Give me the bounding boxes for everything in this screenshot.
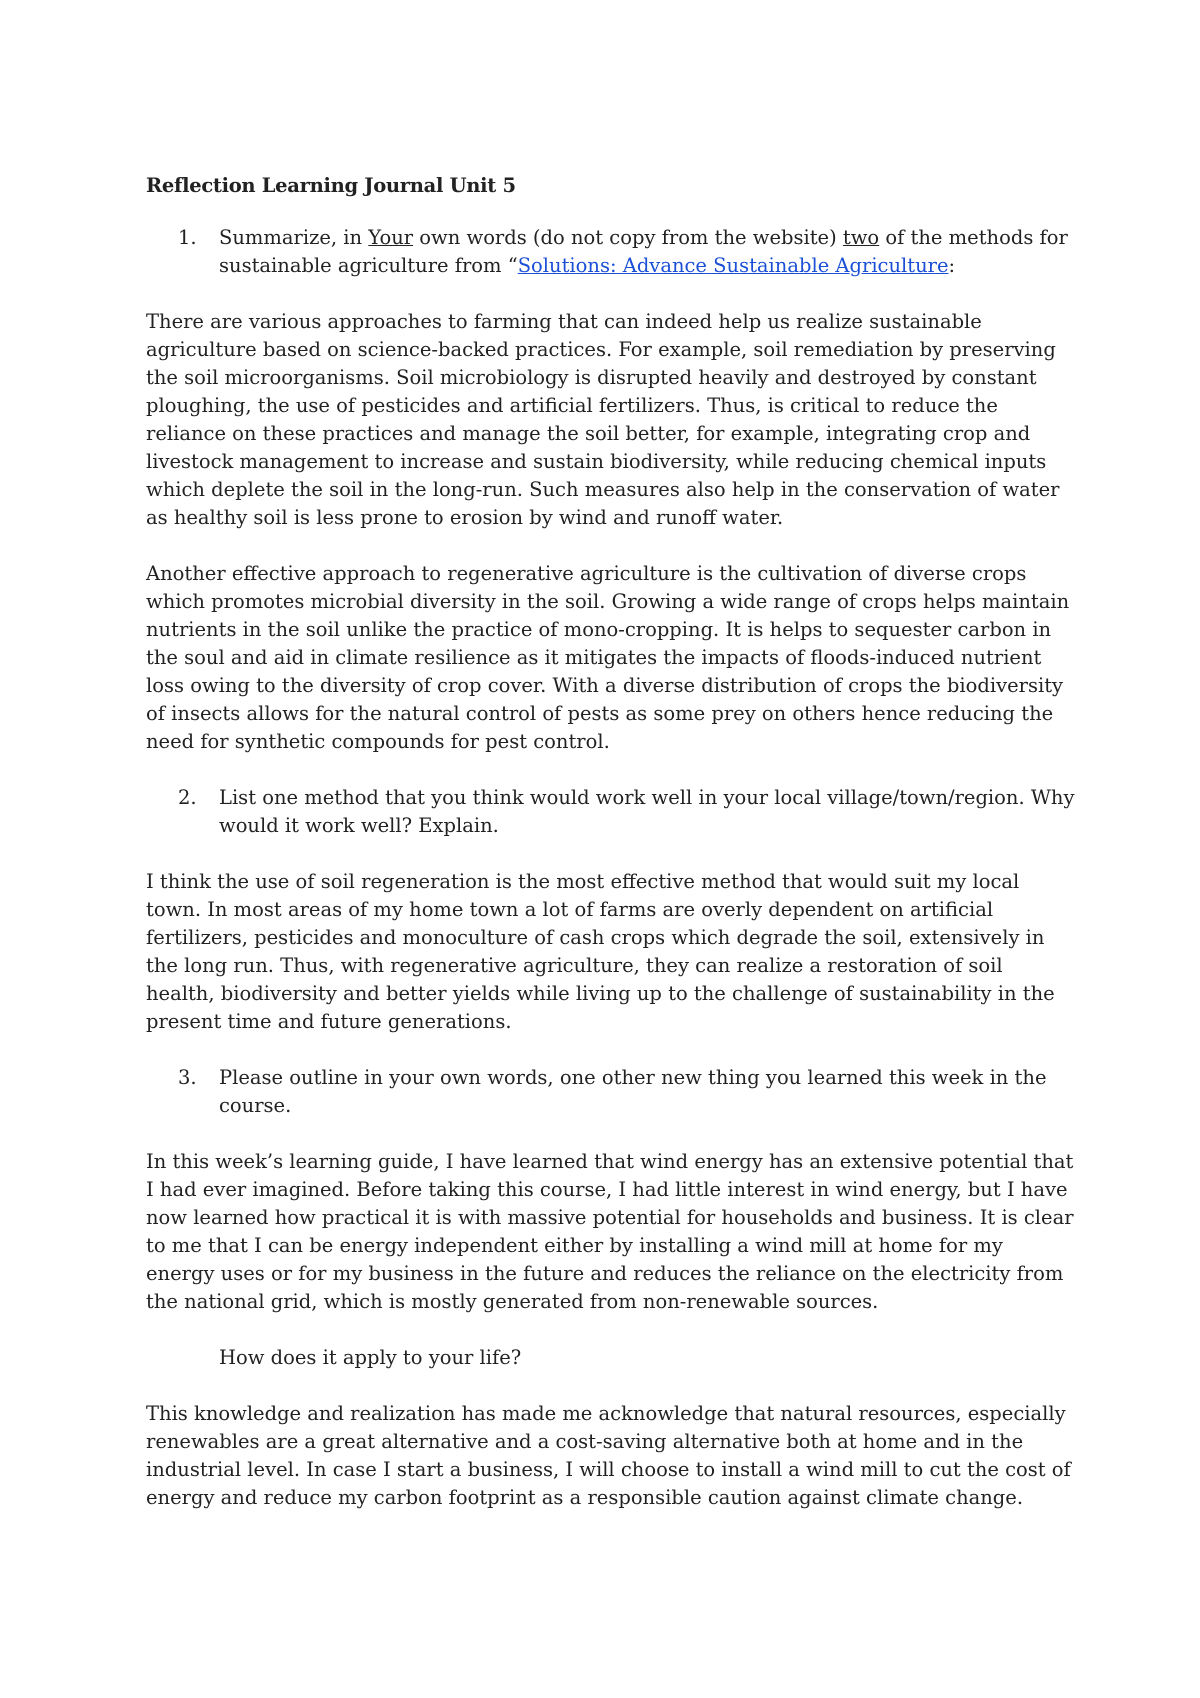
question-text: : — [948, 254, 956, 277]
answer-paragraph: I think the use of soil regeneration is the most effective method that would suit my local town. In most areas of my home town a lot of farms are overly dependent on artificial fertilizers, pesticides and monoculture of cash crops which degrade the soil, extensively in the long run. Thus, with regenerative agriculture, they can realize a restoration of soil health, biodiversity and better yields while living up to the challenge of sustainability in the present time and future generations. — [146, 870, 1055, 1033]
question-number: 1. — [178, 226, 197, 249]
question-number: 2. — [178, 786, 197, 809]
document-title: Reflection Learning Journal Unit 5 — [146, 174, 516, 197]
answer-paragraph: There are various approaches to farming that can indeed help us realize sustainable agriculture based on science-backed practices. For example, soil remediation by preserving the soil microorganisms. Soil microbiology is disrupted heavily and destroyed by constant ploughing, the use of pesticides and artificial fertilizers. Thus, is critical to reduce the reliance on these practices and manage the soil better, for example, integrating crop and livestock management to increase and sustain biodiversity, while reducing chemical inputs which deplete the soil in the long-run. Such measures also help in the conservation of water as healthy soil is less prone to erosion by wind and runoff water. — [146, 310, 1060, 529]
solutions-link[interactable]: Solutions: Advance Sustainable Agriculture — [517, 254, 949, 277]
question-text: Please outline in your own words, one other new thing you learned this week in the course. — [219, 1066, 1047, 1117]
document-body — [146, 172, 1076, 1540]
answer-paragraph: In this week’s learning guide, I have learned that wind energy has an extensive potential that I had ever imagined. Before taking this course, I had little interest in wind energy, but I have now learned how practical it is with massive potential for households and business. It is clear to me that I can be energy independent either by installing a wind mill at home for my energy uses or for my business in the future and reduces the reliance on the electricity from the national grid, which is mostly generated from non-renewable sources. — [146, 1150, 1074, 1313]
underlined-word-your: Your — [368, 226, 414, 249]
question-text: Summarize, in — [219, 226, 369, 249]
answer-paragraph: This knowledge and realization has made me acknowledge that natural resources, especially renewables are a great alternative and a cost-saving alternative both at home and in the industrial level. In case I start a business, I will choose to install a wind mill to cut the cost of energy and reduce my carbon footprint as a responsible caution against climate change. — [146, 1402, 1071, 1509]
answer-paragraph: Another effective approach to regenerative agriculture is the cultivation of diverse crops which promotes microbial diversity in the soil. Growing a wide range of crops helps maintain nutrients in the soil unlike the practice of mono-cropping. It is helps to sequester carbon in the soul and aid in climate resilience as it mitigates the impacts of floods-induced nutrient loss owing to the diversity of crop cover. With a diverse distribution of crops the biodiversity of insects allows for the natural control of pests as some prey on others hence reducing the need for synthetic compounds for pest control. — [146, 562, 1070, 753]
question-1 — [146, 224, 1076, 280]
question-number: 3. — [178, 1066, 197, 1089]
question-text: List one method that you think would work well in your local village/town/region. Why would it work well? Explain. — [219, 786, 1075, 837]
question-2 — [146, 784, 1076, 840]
sub-question: How does it apply to your life? — [219, 1346, 522, 1369]
question-3 — [146, 1064, 1076, 1120]
underlined-word-two: two — [842, 226, 880, 249]
question-text: own words (do not copy from the website) — [413, 226, 843, 249]
question-text: of the methods for sustainable agriculture from “ — [219, 226, 1068, 277]
